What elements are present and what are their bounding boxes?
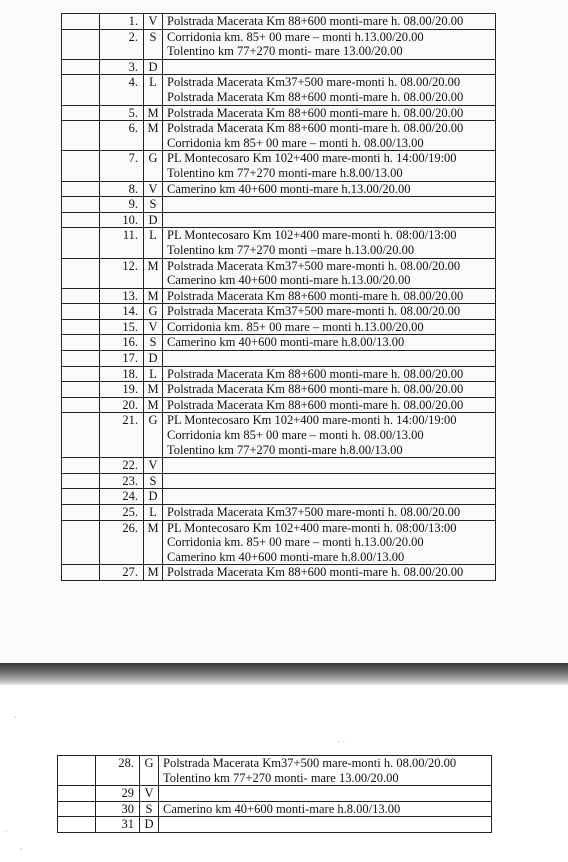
weekday-letter: S (144, 335, 163, 351)
group-cell (62, 473, 100, 489)
weekday-letter: D (140, 817, 159, 833)
schedule-row (58, 801, 492, 817)
checkpoint-line: Camerino km 40+600 monti-mare h.8.00/13.00 (167, 549, 405, 564)
checkpoint-line: Polstrada Macerata Km 88+600 monti-mare h. 08.00/20.00 (167, 105, 464, 120)
checkpoint-line: Polstrada Macerata Km 88+600 monti-mare h. 08.00/20.00 (167, 89, 464, 104)
schedule-row (62, 75, 496, 105)
schedule-row (62, 473, 496, 489)
checkpoint-cell (159, 817, 492, 833)
group-cell (62, 105, 100, 121)
schedule-row (62, 366, 496, 382)
schedule-row (62, 397, 496, 413)
checkpoint-cell (163, 351, 496, 367)
checkpoint-line: Polstrada Macerata Km 88+600 monti-mare h. 08.00/20.00 (167, 366, 464, 381)
group-cell (62, 14, 100, 30)
day-number: 2. (100, 29, 144, 59)
checkpoint-line: Tolentino km 77+270 monti- mare 13.00/20.00 (167, 44, 403, 59)
checkpoint-cell (163, 59, 496, 75)
weekday-letter: G (144, 413, 163, 458)
schedule-row (62, 458, 496, 474)
checkpoint-line (167, 351, 495, 366)
checkpoint-cell (163, 212, 496, 228)
day-number: 22. (100, 458, 144, 474)
checkpoint-cell (163, 181, 496, 197)
checkpoint-cell (159, 786, 492, 802)
checkpoint-line: Polstrada Macerata Km 88+600 monti-mare h. 08.00/20.00 (167, 14, 464, 28)
schedule-row (62, 565, 496, 581)
schedule-row (62, 105, 496, 121)
checkpoint-line: Camerino km 40+600 monti-mare h.13.00/20.00 (167, 181, 411, 196)
checkpoint-line: Tolentino km 77+270 monti –mare h.13.00/20.00 (167, 242, 415, 257)
weekday-letter: S (144, 473, 163, 489)
checkpoint-line: Polstrada Macerata Km 88+600 monti-mare h. 08.00/20.00 (167, 397, 464, 412)
schedule-table-bottom-body (58, 756, 492, 833)
checkpoint-cell (163, 473, 496, 489)
group-cell (62, 197, 100, 213)
checkpoint-line: PL Montecosaro Km 102+400 mare-monti h. 08:00/13:00 (167, 520, 457, 535)
checkpoint-line: Polstrada Macerata Km37+500 mare-monti h. 08.00/20.00 (167, 75, 461, 90)
group-cell (58, 801, 96, 817)
schedule-row (62, 489, 496, 505)
checkpoint-line: Polstrada Macerata Km37+500 mare-monti h. 08.00/20.00 (167, 258, 461, 273)
weekday-letter: M (144, 105, 163, 121)
group-cell (62, 458, 100, 474)
checkpoint-line: Camerino km 40+600 monti-mare h.8.00/13.00 (167, 335, 405, 350)
schedule-row (62, 29, 496, 59)
day-number: 11. (100, 228, 144, 258)
checkpoint-cell (163, 319, 496, 335)
weekday-letter: G (144, 151, 163, 181)
weekday-letter: M (144, 258, 163, 288)
group-cell (62, 228, 100, 258)
group-cell (62, 565, 100, 581)
schedule-row (58, 756, 492, 786)
day-number: 20. (100, 397, 144, 413)
schedule-row (62, 258, 496, 288)
day-number: 6. (100, 121, 144, 151)
checkpoint-line: Corridonia km 85+ 00 mare – monti h. 08.00/13.00 (167, 428, 424, 443)
schedule-row (58, 817, 492, 833)
schedule-row (62, 151, 496, 181)
checkpoint-line: Tolentino km 77+270 monti-mare h.8.00/13.00 (167, 442, 403, 457)
weekday-letter: M (144, 288, 163, 304)
day-number: 31 (96, 817, 140, 833)
weekday-letter: D (144, 212, 163, 228)
day-number: 19. (100, 382, 144, 398)
schedule-table-top (61, 13, 496, 581)
schedule-row (62, 212, 496, 228)
group-cell (62, 304, 100, 320)
group-cell (62, 382, 100, 398)
group-cell (62, 413, 100, 458)
day-number: 25. (100, 505, 144, 521)
group-cell (62, 288, 100, 304)
day-number: 8. (100, 181, 144, 197)
group-cell (58, 817, 96, 833)
checkpoint-cell (163, 75, 496, 105)
day-number: 14. (100, 304, 144, 320)
weekday-letter: D (144, 489, 163, 505)
checkpoint-line (163, 786, 491, 801)
day-number: 29 (96, 786, 140, 802)
weekday-letter: L (144, 366, 163, 382)
group-cell (62, 75, 100, 105)
checkpoint-line (167, 489, 495, 504)
checkpoint-cell (163, 105, 496, 121)
group-cell (62, 181, 100, 197)
checkpoint-line: Polstrada Macerata Km 88+600 monti-mare h. 08.00/20.00 (167, 382, 464, 397)
weekday-letter: M (144, 382, 163, 398)
schedule-row (58, 786, 492, 802)
checkpoint-cell (163, 121, 496, 151)
weekday-letter: D (144, 351, 163, 367)
schedule-row (62, 335, 496, 351)
checkpoint-line: Polstrada Macerata Km 88+600 monti-mare h. 08.00/20.00 (167, 288, 464, 303)
weekday-letter: V (144, 181, 163, 197)
weekday-letter: S (144, 197, 163, 213)
checkpoint-line: PL Montecosaro Km 102+400 mare-monti h. 14:00/19:00 (167, 413, 457, 428)
group-cell (58, 786, 96, 802)
checkpoint-line (167, 197, 495, 212)
schedule-row (62, 121, 496, 151)
checkpoint-line: Polstrada Macerata Km37+500 mare-monti h. 08.00/20.00 (167, 304, 461, 319)
checkpoint-cell (163, 382, 496, 398)
group-cell (62, 121, 100, 151)
checkpoint-cell (163, 565, 496, 581)
schedule-row (62, 319, 496, 335)
scan-speck: , (20, 841, 23, 851)
weekday-letter: V (144, 458, 163, 474)
checkpoint-line: Polstrada Macerata Km 88+600 monti-mare h. 08.00/20.00 (167, 121, 464, 136)
checkpoint-cell (159, 756, 492, 786)
group-cell (62, 212, 100, 228)
group-cell (62, 29, 100, 59)
schedule-row (62, 382, 496, 398)
day-number: 5. (100, 105, 144, 121)
checkpoint-line: Polstrada Macerata Km 88+600 monti-mare h. 08.00/20.00 (167, 565, 464, 580)
weekday-letter: S (144, 29, 163, 59)
weekday-letter: V (144, 319, 163, 335)
group-cell (58, 756, 96, 786)
checkpoint-line: Corridonia km. 85+ 00 mare – monti h.13.00/20.00 (167, 29, 424, 44)
checkpoint-cell (163, 304, 496, 320)
schedule-row (62, 181, 496, 197)
day-number: 23. (100, 473, 144, 489)
checkpoint-cell (163, 397, 496, 413)
checkpoint-cell (163, 258, 496, 288)
day-number: 28. (96, 756, 140, 786)
day-number: 17. (100, 351, 144, 367)
day-number: 24. (100, 489, 144, 505)
schedule-row (62, 14, 496, 30)
day-number: 16. (100, 335, 144, 351)
day-number: 30 (96, 801, 140, 817)
scan-speck: · (5, 826, 8, 836)
checkpoint-line (163, 817, 491, 832)
day-number: 9. (100, 197, 144, 213)
group-cell (62, 489, 100, 505)
checkpoint-cell (163, 505, 496, 521)
checkpoint-line (167, 213, 495, 228)
day-number: 3. (100, 59, 144, 75)
schedule-row (62, 228, 496, 258)
checkpoint-cell (163, 197, 496, 213)
schedule-row (62, 304, 496, 320)
weekday-letter: M (144, 520, 163, 565)
schedule-table-top-body (62, 14, 496, 581)
checkpoint-cell (163, 413, 496, 458)
schedule-row (62, 197, 496, 213)
schedule-table-bottom (57, 755, 492, 833)
checkpoint-line: Polstrada Macerata Km37+500 mare-monti h. 08.00/20.00 (163, 756, 457, 770)
checkpoint-line: PL Montecosaro Km 102+400 mare-monti h. 14:00/19:00 (167, 151, 457, 166)
day-number: 12. (100, 258, 144, 288)
checkpoint-cell (159, 801, 492, 817)
day-number: 27. (100, 565, 144, 581)
weekday-letter: S (140, 801, 159, 817)
weekday-letter: L (144, 505, 163, 521)
checkpoint-cell (163, 489, 496, 505)
schedule-row (62, 520, 496, 565)
checkpoint-cell (163, 520, 496, 565)
group-cell (62, 351, 100, 367)
group-cell (62, 520, 100, 565)
weekday-letter: V (140, 786, 159, 802)
group-cell (62, 366, 100, 382)
checkpoint-cell (163, 151, 496, 181)
checkpoint-cell (163, 14, 496, 30)
weekday-letter: G (144, 304, 163, 320)
checkpoint-line: Tolentino km 77+270 monti-mare h.8.00/13.00 (167, 165, 403, 180)
checkpoint-cell (163, 335, 496, 351)
weekday-letter: G (140, 756, 159, 786)
weekday-letter: M (144, 397, 163, 413)
day-number: 15. (100, 319, 144, 335)
checkpoint-line: Tolentino km 77+270 monti- mare 13.00/20.00 (163, 770, 399, 785)
group-cell (62, 319, 100, 335)
page-separator (0, 663, 568, 685)
day-number: 13. (100, 288, 144, 304)
weekday-letter: D (144, 59, 163, 75)
checkpoint-line: Camerino km 40+600 monti-mare h.8.00/13.00 (163, 801, 401, 816)
day-number: 18. (100, 366, 144, 382)
day-number: 1. (100, 14, 144, 30)
weekday-letter: V (144, 14, 163, 30)
scan-speck: · · (337, 737, 346, 747)
checkpoint-cell (163, 458, 496, 474)
day-number: 4. (100, 75, 144, 105)
weekday-letter: M (144, 565, 163, 581)
checkpoint-line: PL Montecosaro Km 102+400 mare-monti h. 08:00/13:00 (167, 228, 457, 243)
checkpoint-line: Camerino km 40+600 monti-mare h.13.00/20.00 (167, 273, 411, 288)
group-cell (62, 397, 100, 413)
checkpoint-cell (163, 29, 496, 59)
day-number: 10. (100, 212, 144, 228)
scan-speck: · (14, 712, 17, 722)
day-number: 21. (100, 413, 144, 458)
group-cell (62, 151, 100, 181)
checkpoint-line (167, 60, 495, 75)
schedule-row (62, 505, 496, 521)
day-number: 7. (100, 151, 144, 181)
day-number: 26. (100, 520, 144, 565)
checkpoint-cell (163, 366, 496, 382)
weekday-letter: L (144, 75, 163, 105)
weekday-letter: M (144, 121, 163, 151)
schedule-row (62, 351, 496, 367)
checkpoint-line (167, 474, 495, 489)
schedule-row (62, 288, 496, 304)
schedule-row (62, 59, 496, 75)
checkpoint-cell (163, 228, 496, 258)
checkpoint-line: Polstrada Macerata Km37+500 mare-monti h. 08.00/20.00 (167, 505, 461, 519)
group-cell (62, 59, 100, 75)
checkpoint-line: Corridonia km. 85+ 00 mare – monti h.13.00/20.00 (167, 319, 424, 334)
group-cell (62, 505, 100, 521)
group-cell (62, 335, 100, 351)
group-cell (62, 258, 100, 288)
checkpoint-cell (163, 288, 496, 304)
checkpoint-line (167, 458, 495, 473)
checkpoint-line: Corridonia km 85+ 00 mare – monti h. 08.00/13.00 (167, 135, 424, 150)
schedule-row (62, 413, 496, 458)
weekday-letter: L (144, 228, 163, 258)
checkpoint-line: Corridonia km. 85+ 00 mare – monti h.13.00/20.00 (167, 535, 424, 550)
